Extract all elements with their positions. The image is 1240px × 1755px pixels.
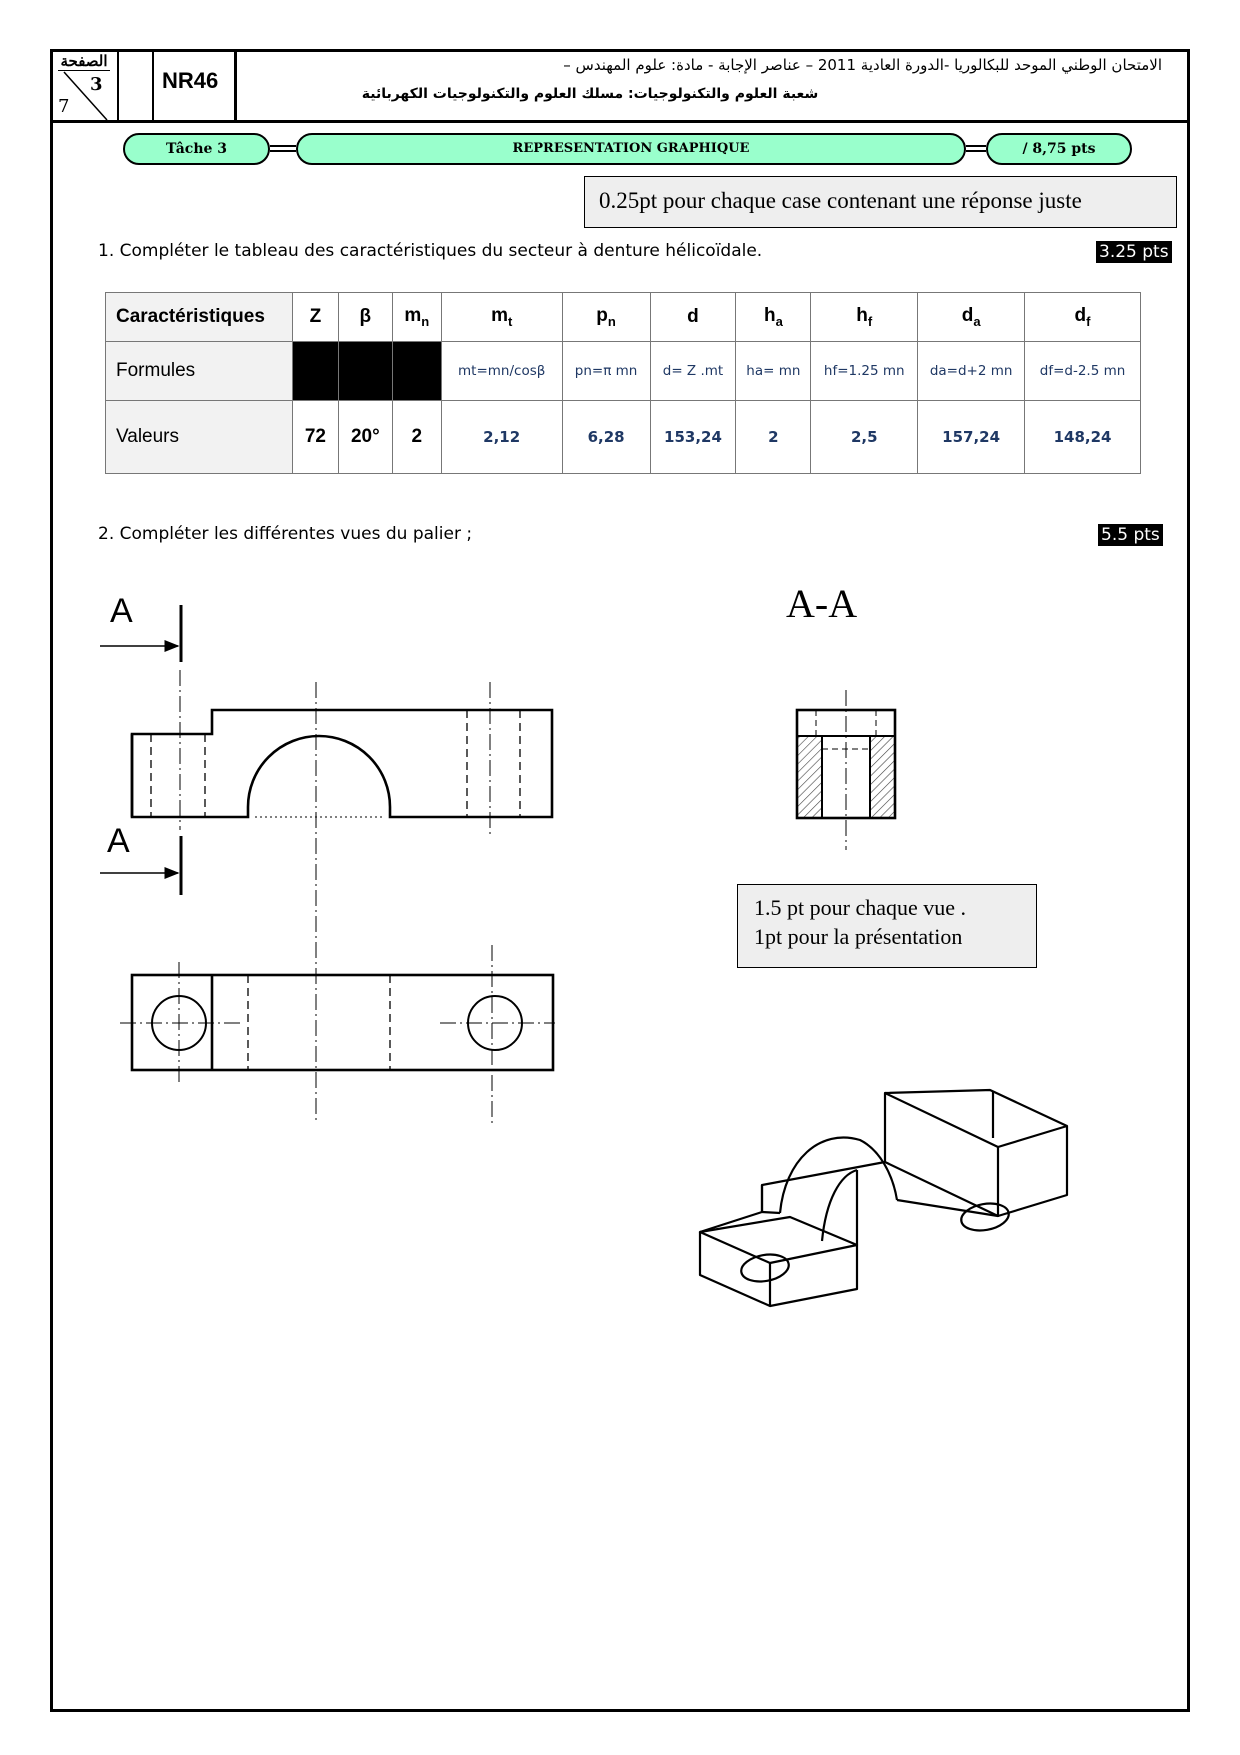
question-1-points: 3.25 pts: [1096, 241, 1172, 263]
value-d: 153,24: [650, 401, 736, 474]
task-score-pill: / 8,75 pts: [986, 133, 1132, 165]
section-view-aa: [797, 690, 895, 850]
top-view: [120, 945, 555, 1125]
header-d: d: [650, 293, 736, 342]
task-title-pill: REPRESENTATION GRAPHIQUE: [296, 133, 966, 165]
section-mark-bottom: A: [107, 822, 130, 860]
isometric-view: [700, 1090, 1067, 1306]
formula-ha: ha= mn: [736, 342, 811, 401]
question-1: 1. Compléter le tableau des caractéristiques du secteur à denture hélicoïdale.: [98, 241, 763, 261]
task-pill: Tâche 3: [123, 133, 270, 165]
value-ha: 2: [736, 401, 811, 474]
formula-d: d= Z .mt: [650, 342, 736, 401]
question-2: 2. Compléter les différentes vues du palier ;: [98, 524, 473, 544]
header-df: $d_f$: [1025, 293, 1141, 342]
page-total: 7: [58, 96, 70, 117]
value-mn: 2: [392, 401, 441, 474]
formula-pn: pn=π mn: [562, 342, 650, 401]
note-grading-table: 0.25pt pour chaque case contenant une réponse juste: [584, 176, 1177, 228]
value-z: 72: [292, 401, 338, 474]
header-beta: β: [338, 293, 392, 342]
value-beta: 20°: [338, 401, 392, 474]
section-view-title: A-A: [786, 581, 858, 626]
value-df: 148,24: [1025, 401, 1141, 474]
header-z: Z: [292, 293, 338, 342]
value-mt: 2,12: [441, 401, 562, 474]
formula-hf: hf=1.25 mn: [811, 342, 918, 401]
section-arrow-bottom: [100, 836, 181, 895]
value-hf: 2,5: [811, 401, 918, 474]
question-2-points: 5.5 pts: [1098, 524, 1163, 546]
formula-da: da=d+2 mn: [918, 342, 1025, 401]
formula-mt: mt=mn/cosβ: [441, 342, 562, 401]
page-number: 3: [90, 74, 103, 95]
section-arrow-top: [100, 605, 181, 662]
header-ha: $h_a$: [736, 293, 811, 342]
header-title-line2: شعبة العلوم والتكنولوجيات: مسلك العلوم والتكنولوجيات الكهربائية: [361, 86, 819, 102]
header-mn: $m_n$: [392, 293, 441, 342]
header-hf: $h_f$: [811, 293, 918, 342]
header-da: $d_a$: [918, 293, 1025, 342]
formula-df: df=d-2.5 mn: [1025, 342, 1141, 401]
front-view: [132, 670, 552, 1124]
page-label: الصفحة: [58, 52, 110, 71]
row-label-values: Valeurs: [106, 401, 293, 474]
row-label-characteristics: Caractéristiques: [106, 293, 293, 342]
row-label-formulas: Formules: [106, 342, 293, 401]
exam-code: NR46: [162, 68, 219, 93]
header-pn: $p_n$: [562, 293, 650, 342]
value-pn: 6,28: [562, 401, 650, 474]
header-mt: $m_t$: [441, 293, 562, 342]
note-views-line2: 1pt pour la présentation: [754, 924, 963, 949]
header-title-line1: الامتحان الوطني الموحد للبكالوريا -الدورة العادية 2011 – عناصر الإجابة - مادة: علوم المهندس –: [563, 56, 1162, 74]
note-views-line1: 1.5 pt pour chaque vue .: [754, 895, 966, 920]
value-da: 157,24: [918, 401, 1025, 474]
section-mark-top: A: [110, 592, 133, 630]
